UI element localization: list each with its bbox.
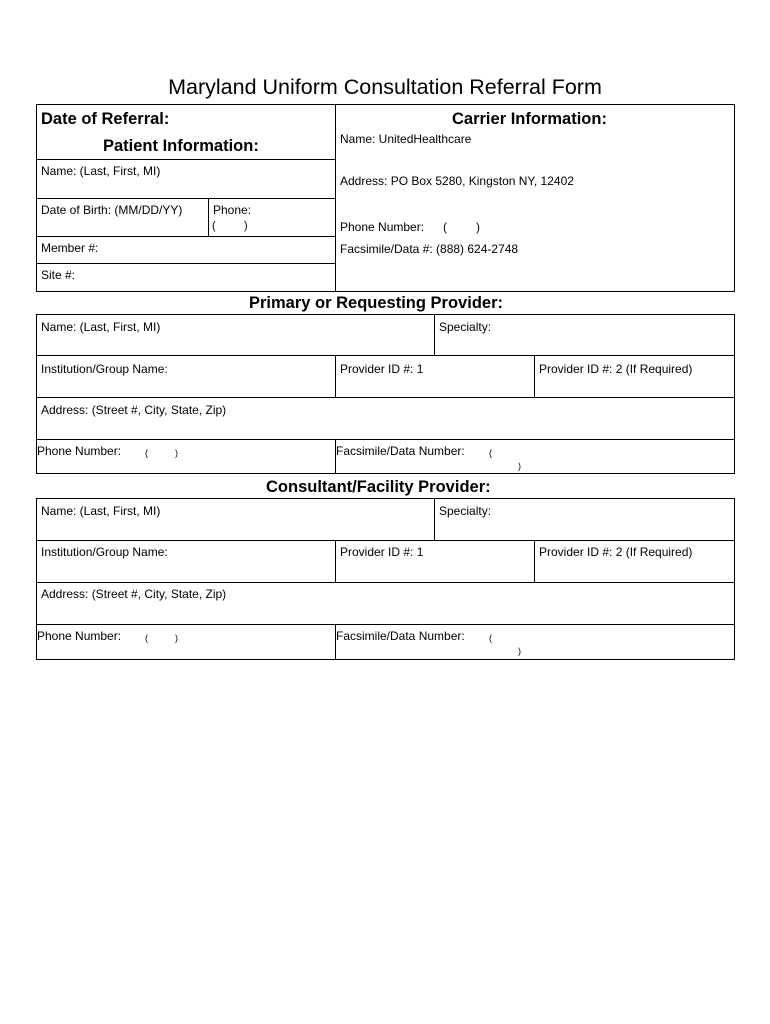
carrier-name: Name: UnitedHealthcare [340, 132, 472, 146]
patient-phone-close-paren: ) [244, 220, 248, 232]
carrier-phone-field[interactable]: Phone Number: [340, 220, 425, 234]
form-title: Maryland Uniform Consultation Referral Form [168, 75, 602, 99]
patient-phone-open-paren: ( [212, 220, 216, 232]
carrier-information-header: Carrier Information: [452, 110, 607, 128]
site-number-field[interactable]: Site #: [41, 268, 76, 282]
primary-provider-id1-field[interactable]: Provider ID #: 1 [340, 362, 424, 376]
consultant-phone-open-paren: ( [145, 633, 148, 643]
primary-fax-open-paren: ( [489, 448, 492, 458]
consultant-fax-field[interactable]: Facsimile/Data Number: [336, 629, 465, 643]
consultant-fax-open-paren: ( [489, 633, 492, 643]
consultant-provider-header: Consultant/Facility Provider: [266, 478, 491, 496]
consultant-address-field[interactable]: Address: (Street #, City, State, Zip) [41, 587, 227, 601]
patient-information-header: Patient Information: [103, 137, 259, 155]
consultant-fax-close-paren: ) [518, 646, 521, 656]
primary-phone-field[interactable]: Phone Number: [37, 444, 122, 458]
carrier-phone-open-paren: ( [443, 220, 447, 234]
primary-phone-open-paren: ( [145, 448, 148, 458]
primary-fax-close-paren: ) [518, 461, 521, 471]
date-of-birth-field[interactable]: Date of Birth: (MM/DD/YY) [41, 203, 183, 217]
primary-specialty-field[interactable]: Specialty: [439, 320, 492, 334]
patient-phone-field[interactable]: Phone: [213, 203, 252, 217]
carrier-fax: Facsimile/Data #: (888) 624-2748 [340, 242, 519, 256]
consultant-phone-close-paren: ) [175, 633, 178, 643]
patient-name-field[interactable]: Name: (Last, First, MI) [41, 164, 161, 178]
primary-phone-close-paren: ) [175, 448, 178, 458]
carrier-phone-close-paren: ) [476, 220, 480, 234]
consultant-provider-id1-field[interactable]: Provider ID #: 1 [340, 545, 424, 559]
consultant-specialty-field[interactable]: Specialty: [439, 504, 492, 518]
consultant-provider-id2-field[interactable]: Provider ID #: 2 (If Required) [539, 545, 693, 559]
member-number-field[interactable]: Member #: [41, 241, 99, 255]
primary-name-field[interactable]: Name: (Last, First, MI) [41, 320, 161, 334]
consultant-name-field[interactable]: Name: (Last, First, MI) [41, 504, 161, 518]
primary-provider-id2-field[interactable]: Provider ID #: 2 (If Required) [539, 362, 693, 376]
primary-fax-field[interactable]: Facsimile/Data Number: [336, 444, 465, 458]
primary-address-field[interactable]: Address: (Street #, City, State, Zip) [41, 403, 227, 417]
primary-institution-field[interactable]: Institution/Group Name: [41, 362, 168, 376]
top-divider-vertical [335, 104, 336, 292]
date-of-referral-label: Date of Referral: [41, 110, 170, 128]
consultant-institution-field[interactable]: Institution/Group Name: [41, 545, 168, 559]
consultant-phone-field[interactable]: Phone Number: [37, 629, 122, 643]
carrier-address: Address: PO Box 5280, Kingston NY, 12402 [340, 174, 574, 188]
primary-provider-header: Primary or Requesting Provider: [249, 294, 503, 312]
